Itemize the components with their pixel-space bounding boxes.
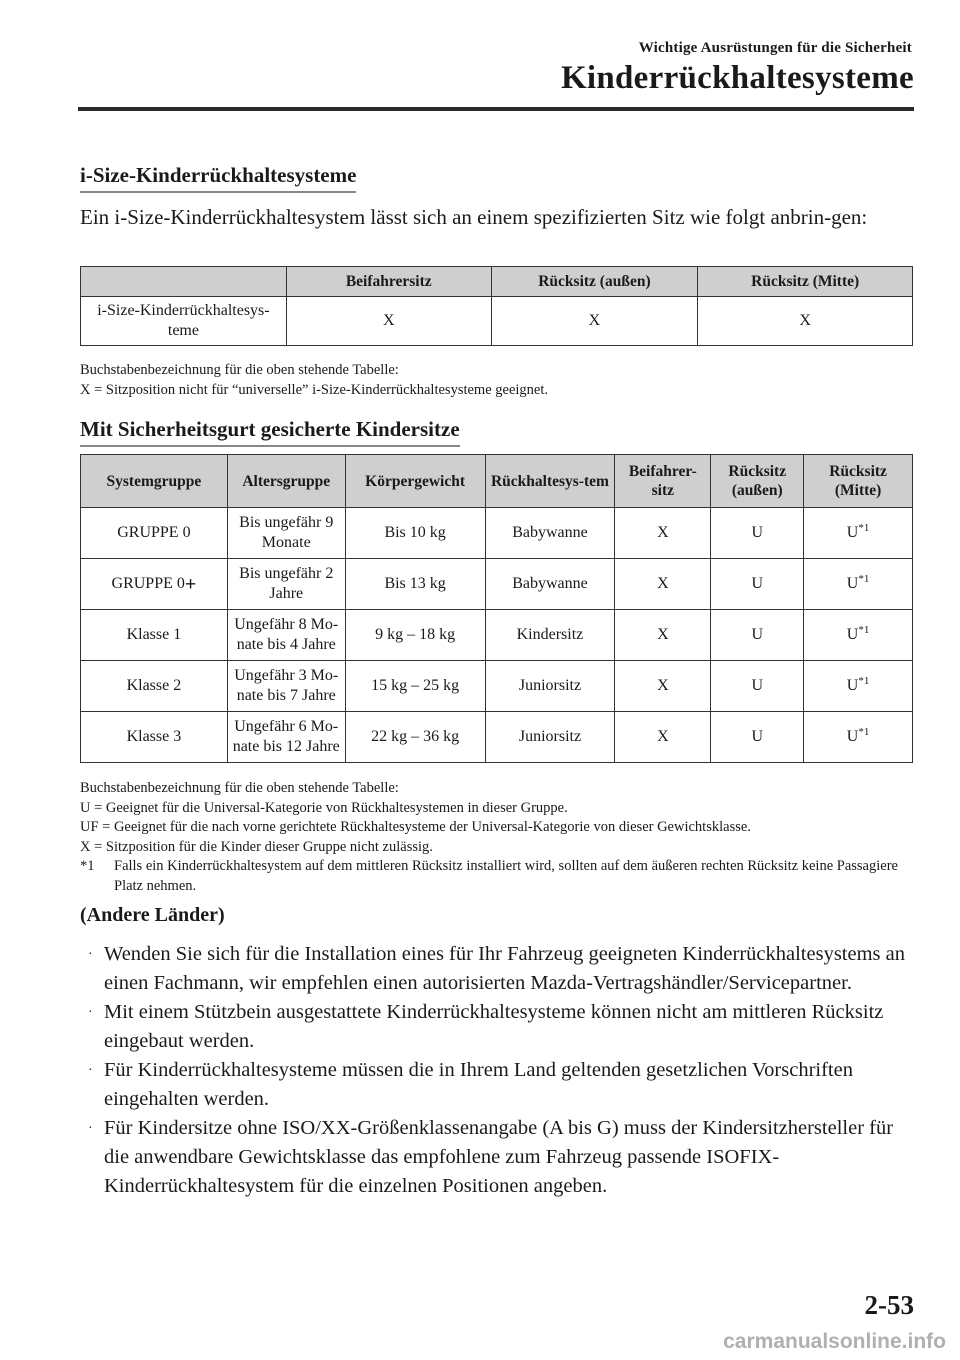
- isize-cell-middle: X: [698, 297, 913, 346]
- bullet-icon: ·: [88, 1121, 93, 1136]
- table-row: [81, 661, 913, 712]
- outer-cell: U: [711, 712, 804, 763]
- belt-header-outer: Rücksitz (außen): [711, 455, 804, 508]
- outer-cell: U: [711, 508, 804, 559]
- list-item: · Mit einem Stützbein ausgestattete Kinderrückhaltesysteme können nicht am mittleren Rücksitz eingebaut werden.: [88, 998, 908, 1056]
- front-cell: X: [615, 712, 711, 763]
- list-item: · Wenden Sie sich für die Installation eines für Ihr Fahrzeug geeigneten Kinderrückhaltesystems an einen Fachmann, wir empfehlen einen autorisierten Mazda-Vertragshändler/Servicepartner.: [88, 940, 908, 998]
- belt-note-2: U = Geeignet für die Universal-Kategorie von Rückhaltesystemen in dieser Gruppe.: [80, 799, 568, 816]
- bullet-icon: ·: [88, 1005, 93, 1020]
- isize-note-2: X = Sitzposition nicht für “universelle” i-Size-Kinderrückhaltesysteme geeignet.: [80, 381, 549, 398]
- belt-note-3: UF = Geeignet für die nach vorne gerichtete Rückhaltesysteme der Universal-Kategorie von dieser Gewichtsklasse.: [80, 819, 751, 835]
- footnote-mark: *1: [858, 573, 870, 585]
- isize-note-1: Buchstabenbezeichnung für die oben stehende Tabelle:: [80, 362, 399, 378]
- front-cell: X: [615, 508, 711, 559]
- belt-header-front: Beifahrer-sitz: [615, 455, 711, 508]
- section-heading-other-countries: (Andere Länder): [80, 904, 225, 926]
- weight-cell: 15 kg – 25 kg: [345, 661, 485, 712]
- belt-table: [80, 454, 913, 763]
- age-cell: Bis ungefähr 2 Jahre: [227, 559, 345, 610]
- isize-notes: [80, 361, 920, 400]
- group-cell: GRUPPE 0+: [81, 559, 228, 610]
- page-number: 2-53: [864, 1290, 914, 1320]
- front-cell: X: [615, 661, 711, 712]
- table-row: [81, 610, 913, 661]
- list-item: · Für Kindersitze ohne ISO/XX-Größenklassenangabe (A bis G) muss der Kindersitzhersteller für die anwendbare Gewichtsklasse das empfohlene zum Fahrzeug passende ISOFIX-Kinderrückhaltesystem für die einzelnen Positionen angeben.: [88, 1114, 908, 1201]
- bullet-icon: ·: [88, 947, 93, 962]
- system-cell: Babywanne: [485, 508, 615, 559]
- footnote-key: *1: [80, 858, 95, 874]
- group-cell: Klasse 3: [81, 712, 228, 763]
- front-cell: X: [615, 559, 711, 610]
- age-cell: Ungefähr 3 Mo-nate bis 7 Jahre: [227, 661, 345, 712]
- age-cell: Bis ungefähr 9 Monate: [227, 508, 345, 559]
- weight-cell: 22 kg – 36 kg: [345, 712, 485, 763]
- outer-cell: U: [711, 559, 804, 610]
- watermark: carmanualsonline.info: [723, 1330, 946, 1353]
- system-cell: Juniorsitz: [485, 661, 615, 712]
- bullet-icon: ·: [88, 1063, 93, 1078]
- belt-header-age: Altersgruppe: [227, 455, 345, 508]
- header-rule: [78, 107, 914, 111]
- list-item: · Für Kinderrückhaltesysteme müssen die in Ihrem Land geltenden gesetzlichen Vorschriften eingehalten werden.: [88, 1056, 908, 1114]
- weight-cell: Bis 10 kg: [345, 508, 485, 559]
- middle-cell: $U^{*1}$: [804, 712, 913, 763]
- system-cell: Babywanne: [485, 559, 615, 610]
- group-cell: Klasse 1: [81, 610, 228, 661]
- isize-cell-outer: X: [491, 297, 698, 346]
- isize-table: [80, 266, 913, 346]
- isize-header-rear-middle: Rücksitz (Mitte): [698, 267, 913, 297]
- front-cell: X: [615, 610, 711, 661]
- belt-header-middle: Rücksitz (Mitte): [804, 455, 913, 508]
- section-heading-isize: i-Size-Kinderrückhaltesysteme: [80, 163, 356, 193]
- weight-cell: Bis 13 kg: [345, 559, 485, 610]
- middle-cell: $U^{*1}$: [804, 661, 913, 712]
- system-cell: Kindersitz: [485, 610, 615, 661]
- footnote-mark: *1: [858, 726, 870, 738]
- plus-icon: +: [184, 573, 197, 596]
- belt-notes: [80, 779, 920, 896]
- isize-cell-front: X: [286, 297, 491, 346]
- group-cell: GRUPPE 0: [81, 508, 228, 559]
- isize-header-rear-outer: Rücksitz (außen): [491, 267, 698, 297]
- system-cell: Juniorsitz: [485, 712, 615, 763]
- middle-cell: $U^{*1}$: [804, 559, 913, 610]
- header-subtitle: Wichtige Ausrüstungen für die Sicherheit: [638, 40, 912, 56]
- isize-row-label: i-Size-Kinderrückhaltesys-teme: [81, 297, 287, 346]
- footnote-mark: *1: [858, 675, 870, 687]
- footnote-text: Falls ein Kinderrückhaltesystem auf dem mittleren Rücksitz installiert wird, sollten auf dem äußeren rechten Rücksitz keine Passagiere Platz nehmen.: [114, 858, 898, 894]
- age-cell: Ungefähr 6 Mo-nate bis 12 Jahre: [227, 712, 345, 763]
- isize-header-front: Beifahrersitz: [286, 267, 491, 297]
- bullet-list: [88, 940, 908, 1201]
- age-cell: Ungefähr 8 Mo-nate bis 4 Jahre: [227, 610, 345, 661]
- footnote-mark: *1: [858, 522, 870, 534]
- belt-header-weight: Körpergewicht: [345, 455, 485, 508]
- group-cell: Klasse 2: [81, 661, 228, 712]
- middle-cell: $U^{*1}$: [804, 610, 913, 661]
- isize-header-empty: [81, 267, 287, 297]
- section-heading-belt: Mit Sicherheitsgurt gesicherte Kindersitze: [80, 417, 460, 447]
- middle-cell: $U^{*1}$: [804, 508, 913, 559]
- belt-note-1: Buchstabenbezeichnung für die oben stehende Tabelle:: [80, 780, 399, 796]
- weight-cell: 9 kg – 18 kg: [345, 610, 485, 661]
- table-row: [81, 508, 913, 559]
- isize-intro: Ein i-Size-Kinderrückhaltesystem lässt sich an einem spezifizierten Sitz wie folgt anbrin-gen:: [80, 205, 868, 229]
- belt-note-4: X = Sitzposition für die Kinder dieser Gruppe nicht zulässig.: [80, 838, 433, 855]
- outer-cell: U: [711, 610, 804, 661]
- header-title: Kinderrückhaltesysteme: [560, 60, 914, 96]
- table-row: [81, 559, 913, 610]
- footnote: [80, 857, 920, 896]
- footnote-mark: *1: [858, 624, 870, 636]
- belt-header-system: Rückhaltesys-tem: [485, 455, 615, 508]
- table-row: [81, 712, 913, 763]
- outer-cell: U: [711, 661, 804, 712]
- belt-header-group: Systemgruppe: [81, 455, 228, 508]
